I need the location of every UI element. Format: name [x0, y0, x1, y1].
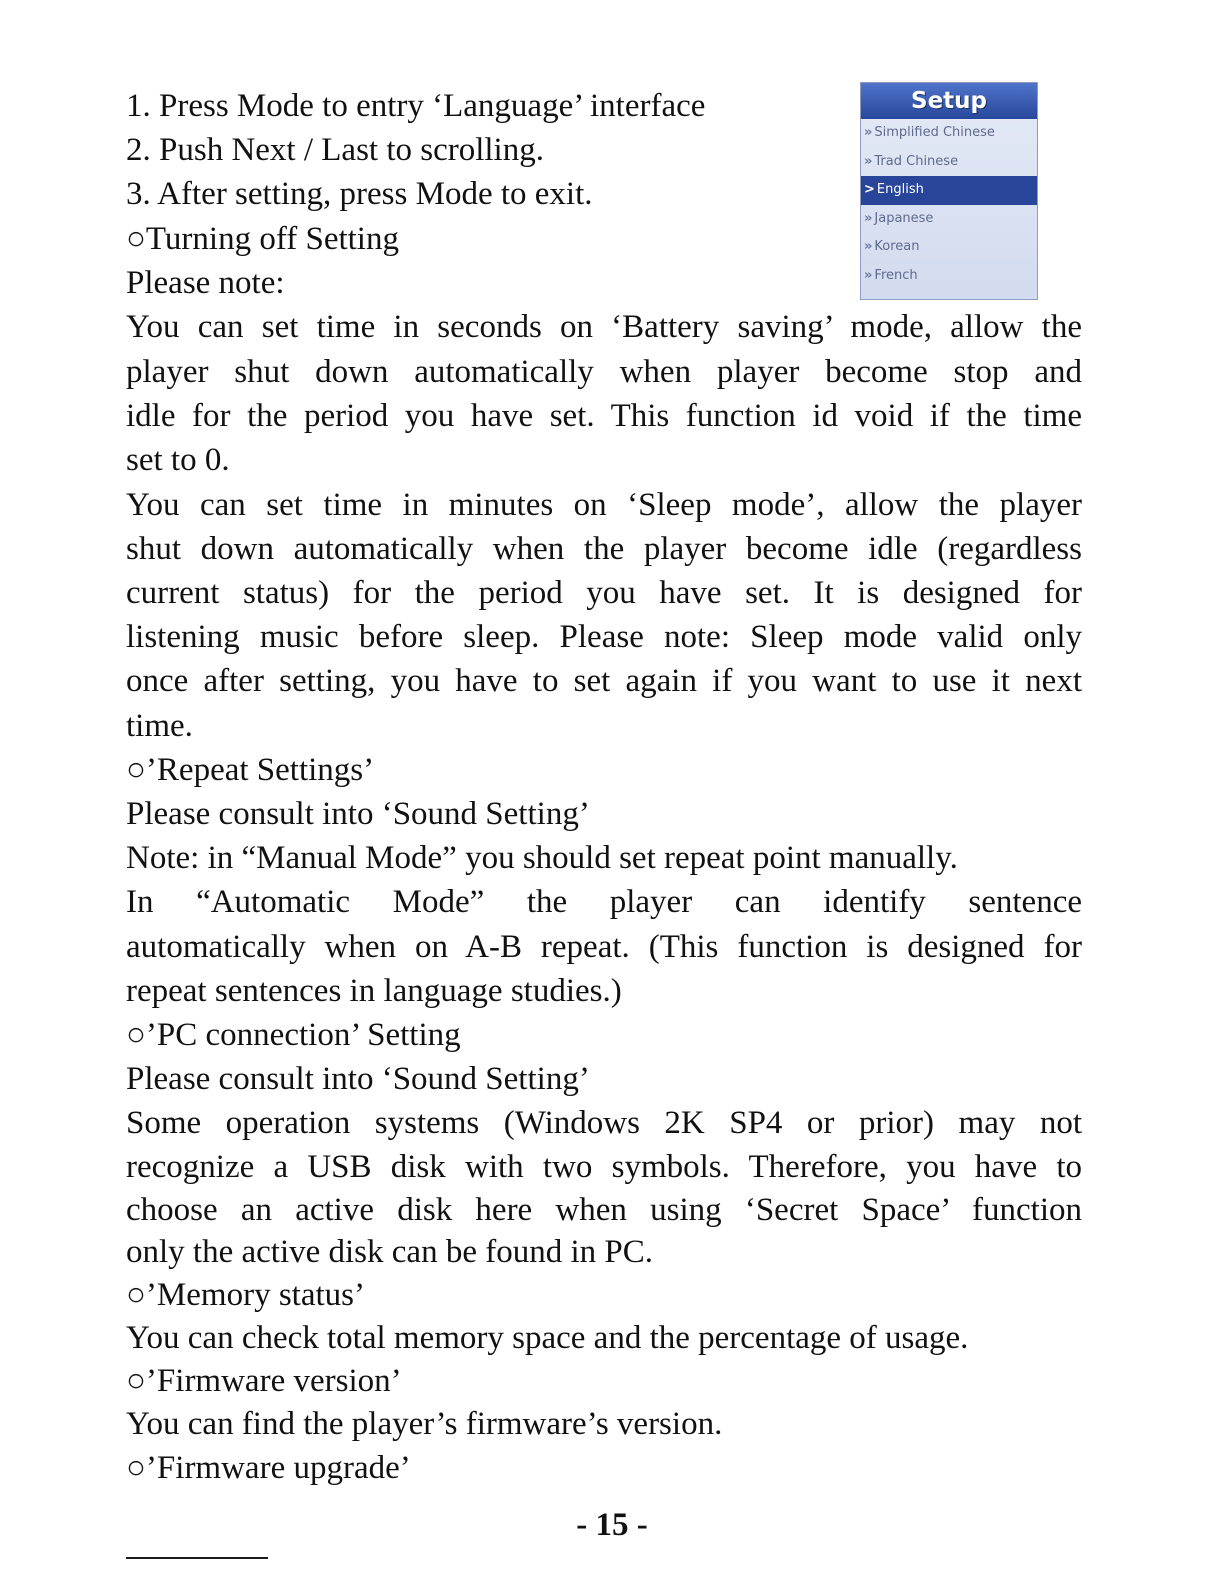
page-number: - 15 -: [576, 1507, 648, 1543]
text-line: ○’Firmware upgrade’: [126, 1450, 411, 1486]
chevron-right-icon: »: [864, 125, 873, 140]
setup-item: [861, 176, 1037, 205]
setup-item-label: Trad Chinese: [874, 153, 959, 169]
text-line: ○’PC connection’ Setting: [126, 1017, 461, 1053]
text-line: You can set time in minutes on ‘Sleep mode’, allow the player: [126, 487, 1082, 523]
setup-item-label: Simplified Chinese: [874, 125, 995, 140]
text-line: In “Automatic Mode” the player can identify sentence: [126, 884, 1082, 920]
text-line: Please note:: [126, 265, 285, 301]
text-line: You can check total memory space and the percentage of usage.: [126, 1320, 969, 1356]
chevron-right-icon: »: [864, 267, 873, 283]
text-line: idle for the period you have set. This function id void if the time: [126, 398, 1082, 434]
chevron-right-icon: >: [864, 182, 875, 198]
setup-item: [861, 148, 1037, 177]
text-line: ○’Firmware version’: [126, 1363, 402, 1399]
setup-item: [861, 262, 1037, 291]
text-line: current status) for the period you have set. It is designed for: [126, 575, 1082, 611]
text-line: Please consult into ‘Sound Setting’: [126, 1061, 590, 1097]
text-line: 2. Push Next / Last to scrolling.: [126, 132, 544, 168]
chevron-right-icon: »: [864, 239, 873, 255]
text-line: only the active disk can be found in PC.: [126, 1234, 653, 1270]
text-line: choose an active disk here when using ‘Secret Space’ function: [126, 1192, 1082, 1228]
text-line: automatically when on A-B repeat. (This function is designed for: [126, 929, 1082, 965]
text-line: listening music before sleep. Please note: Sleep mode valid only: [126, 619, 1082, 655]
text-line: repeat sentences in language studies.): [126, 973, 622, 1009]
setup-item-label: Korean: [874, 239, 920, 255]
setup-item: [861, 119, 1037, 148]
text-line: set to 0.: [126, 442, 230, 478]
setup-item: [861, 233, 1037, 262]
text-line: Please consult into ‘Sound Setting’: [126, 796, 590, 832]
setup-item-label: Japanese: [874, 210, 934, 226]
text-line: Some operation systems (Windows 2K SP4 or prior) may not: [126, 1105, 1082, 1141]
text-line: 3. After setting, press Mode to exit.: [126, 176, 593, 212]
text-line: You can find the player’s firmware’s version.: [126, 1406, 723, 1442]
text-line: Note: in “Manual Mode” you should set repeat point manually.: [126, 840, 958, 876]
text-line: ○Turning off Setting: [126, 221, 399, 257]
chevron-right-icon: »: [864, 153, 873, 169]
text-line: ○’Memory status’: [126, 1277, 365, 1313]
text-line: once after setting, you have to set again if you want to use it next: [126, 663, 1082, 699]
text-line: ○’Repeat Settings’: [126, 752, 375, 788]
text-line: You can set time in seconds on ‘Battery saving’ mode, allow the: [126, 309, 1082, 345]
text-line: shut down automatically when the player become idle (regardless: [126, 531, 1082, 567]
chevron-right-icon: »: [864, 210, 873, 226]
setup-item-label: English: [876, 182, 924, 198]
setup-title: Setup: [861, 83, 1037, 119]
setup-language-list: [861, 119, 1037, 291]
setup-item: [861, 205, 1037, 234]
setup-item-label: French: [874, 267, 918, 283]
setup-screen-figure: [860, 82, 1038, 300]
text-line: time.: [126, 708, 193, 744]
text-line: recognize a USB disk with two symbols. Therefore, you have to: [126, 1149, 1082, 1185]
text-line: 1. Press Mode to entry ‘Language’ interface: [126, 88, 706, 124]
text-line: player shut down automatically when player become stop and: [126, 354, 1082, 390]
footnote-rule: [126, 1557, 268, 1559]
